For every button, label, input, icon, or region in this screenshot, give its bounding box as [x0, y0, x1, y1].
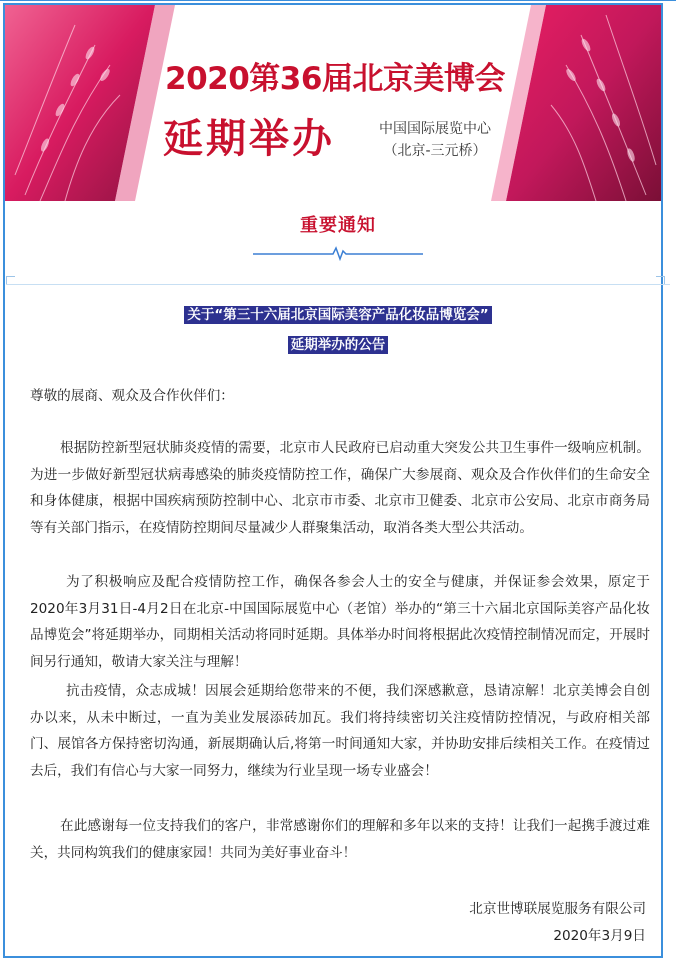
announcement-title-text-2: 延期举办的公告: [288, 336, 389, 354]
banner-subtitle: 延期举办: [163, 116, 335, 162]
top-border-line: [0, 0, 676, 1]
greeting: 尊敬的展商、观众及合作伙伴们：: [30, 388, 234, 404]
body-paragraph-4: 在此感谢每一位支持我们的客户，非常感谢你们的理解和多年以来的支持！让我们一起携手渡过难关，共同构筑我们的健康家园！共同为美好事业奋斗！: [30, 818, 650, 861]
announcement-title-text-1: 关于“第三十六届北京国际美容产品化妆品博览会”: [184, 306, 491, 324]
banner-left-decoration: [5, 5, 175, 201]
banner-right-decoration: [486, 5, 661, 201]
banner: [5, 5, 661, 201]
notice-heading: 重要通知: [300, 215, 376, 236]
announcement-title-line1: [0, 303, 676, 323]
announcement-title-line2: [0, 333, 676, 353]
signature-date: 2020年3月9日: [553, 928, 646, 944]
body-paragraph-3: 抗击疫情，众志成城！因展会延期给您带来的不便，我们深感歉意，恳请凉解！北京美博会自创办以来，从未中断过，一直为美业发展添砖加瓦。我们将持续密切关注疫情防控情况，与政府相关部门、展馆各方保持密切沟通，新展期确认后,将第一时间通知大家，并协助安排后续相关工作。在疫情过去后，我们有信心与大家一同努力，继续为行业呈现一场专业盛会！: [30, 683, 650, 779]
banner-location: （北京-三元桥）: [383, 143, 487, 159]
body-paragraph-1: 根据防控新型冠状肺炎疫情的需要，北京市人民政府已启动重大突发公共卫生事件一级响应机制。为进一步做好新型冠状病毒感染的肺炎疫情防控工作，确保广大参展商、观众及合作伙伴们的生命安全和身体健康，根据中国疾病预防控制中心、北京市市委、北京市卫健委、北京市公安局、北京市商务局等有关部门指示，在疫情防控期间尽量减少人群聚集活动，取消各类大型公共活动。: [30, 440, 650, 536]
divider: [6, 284, 670, 285]
heartbeat-divider-icon: [253, 245, 423, 261]
banner-title: 2020第36届北京美博会: [165, 61, 505, 97]
body-paragraph-2: 为了积极响应及配合疫情防控工作，确保各参会人士的安全与健康，并保证参会效果，原定于2020年3月31日-4月2日在北京-中国国际展览中心（老馆）举办的“第三十六届北京国际美容产品化妆品博览会”将延期举办，同期相关活动将同时延期。具体举办时间将根据此次疫情控制情况而定，开展时间另行通知，敬请大家关注与理解！: [30, 574, 650, 670]
banner-venue: 中国国际展览中心: [379, 121, 491, 137]
signature-company: 北京世博联展览服务有限公司: [469, 901, 646, 917]
